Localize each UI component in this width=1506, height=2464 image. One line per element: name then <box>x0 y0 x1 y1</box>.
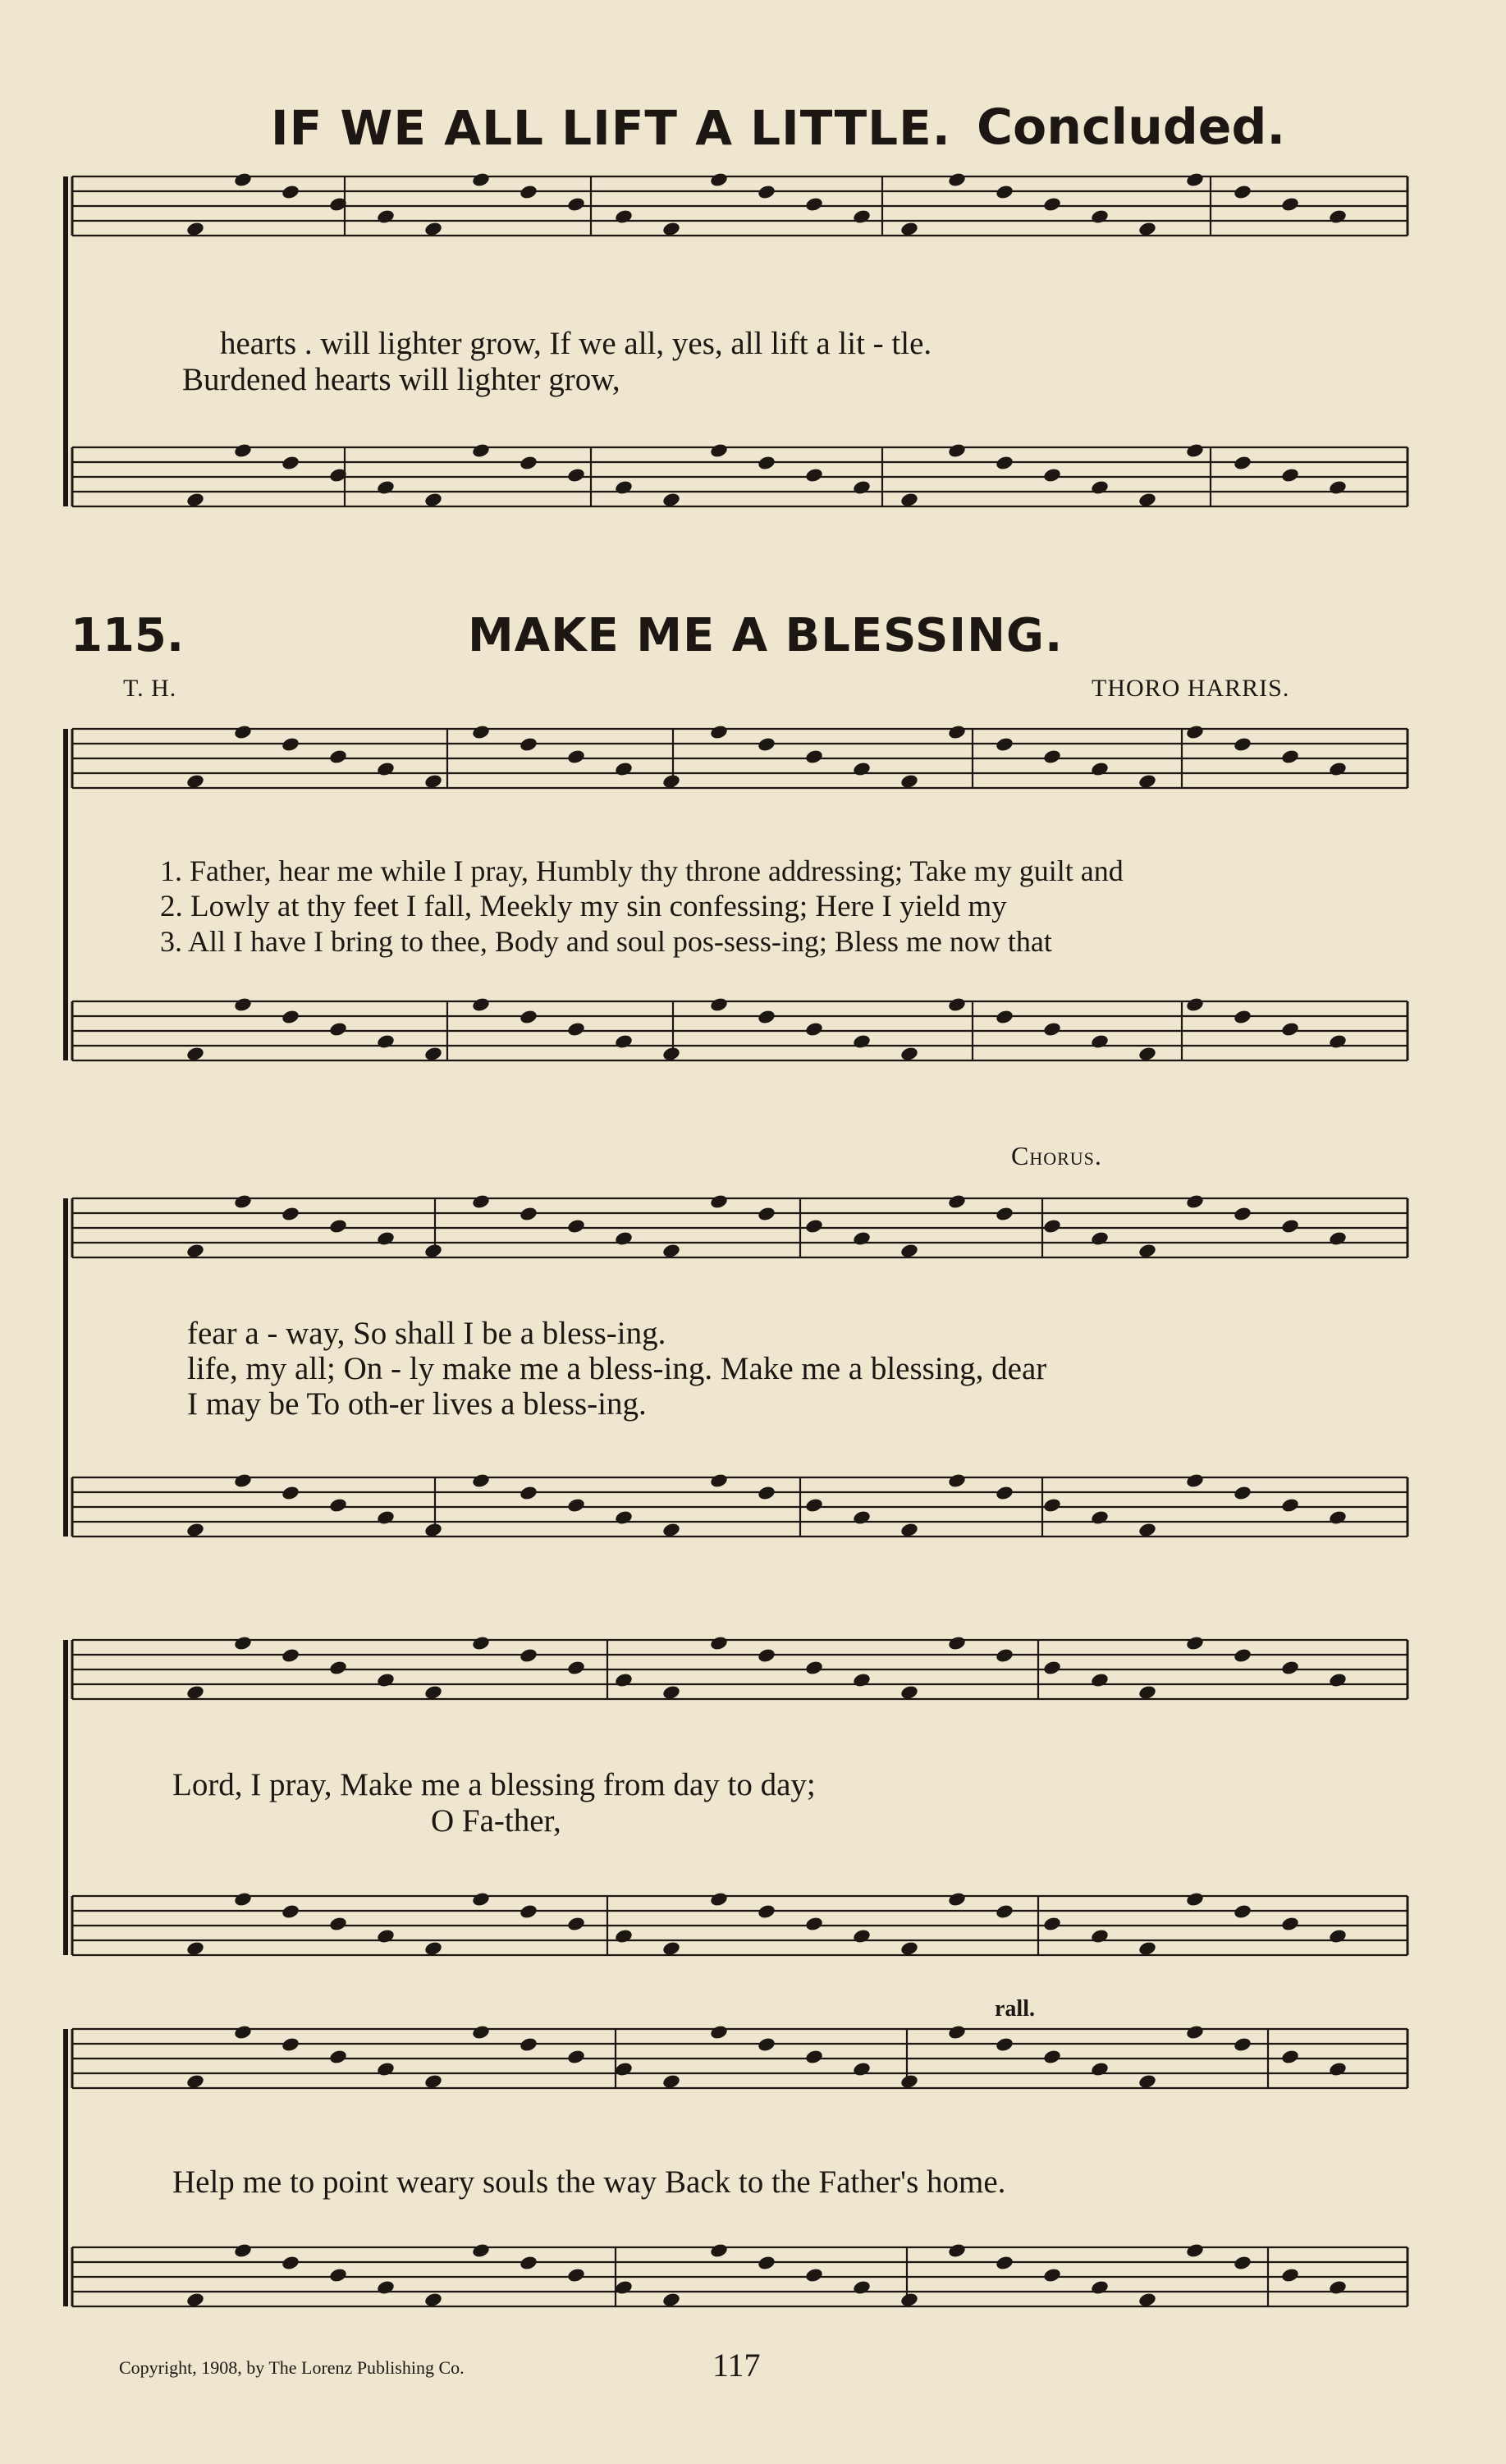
notehead <box>757 1485 776 1501</box>
notehead <box>947 172 967 188</box>
notehead <box>566 196 586 213</box>
system4-line1: Help me to point weary souls the way Back to the Father's home. <box>172 2164 1006 2200</box>
notehead <box>614 2061 634 2077</box>
notehead <box>947 1891 967 1908</box>
notehead <box>1185 2242 1205 2259</box>
notehead <box>328 1497 348 1514</box>
notehead <box>1090 1928 1110 1944</box>
notehead <box>614 2279 634 2296</box>
system2-verse3: I may be To oth-er lives a bless-ing. <box>187 1386 647 1422</box>
notehead <box>1328 2061 1348 2077</box>
notehead <box>757 184 776 200</box>
notehead <box>471 1472 491 1489</box>
notehead <box>804 2267 824 2283</box>
notehead <box>852 761 872 777</box>
notehead <box>1090 1230 1110 1247</box>
notehead <box>757 1903 776 1920</box>
notehead <box>281 1485 300 1501</box>
notehead <box>1090 2279 1110 2296</box>
hymn-number: 115. <box>71 609 185 662</box>
continued-lyric-line-1: hearts . will lighter grow, If we all, yes, all lift a lit - tle. <box>220 326 932 361</box>
notehead <box>1185 996 1205 1013</box>
notehead <box>376 1033 396 1050</box>
notehead <box>1328 1672 1348 1688</box>
notehead <box>1042 1021 1062 1037</box>
notehead <box>709 172 729 188</box>
notehead <box>233 2242 253 2259</box>
notehead <box>852 1230 872 1247</box>
notehead <box>376 1672 396 1688</box>
notehead <box>281 2255 300 2271</box>
notehead <box>1233 2036 1252 2053</box>
notehead <box>804 2049 824 2065</box>
notehead <box>281 455 300 471</box>
notehead <box>328 1218 348 1234</box>
notehead <box>709 1635 729 1651</box>
notehead <box>1185 1193 1205 1210</box>
notehead <box>1042 749 1062 765</box>
notehead <box>995 184 1014 200</box>
notehead <box>757 455 776 471</box>
notehead <box>566 2267 586 2283</box>
notehead <box>1280 1497 1300 1514</box>
notehead <box>709 442 729 459</box>
notehead <box>233 172 253 188</box>
notehead <box>281 1647 300 1664</box>
notehead <box>281 1009 300 1025</box>
notehead <box>1042 1497 1062 1514</box>
notehead <box>471 172 491 188</box>
notehead <box>852 2279 872 2296</box>
notehead <box>995 1009 1014 1025</box>
notehead <box>1328 1928 1348 1944</box>
notehead <box>614 761 634 777</box>
notehead <box>995 455 1014 471</box>
notehead <box>1328 2279 1348 2296</box>
notehead <box>614 1928 634 1944</box>
notehead <box>1328 1509 1348 1526</box>
notehead <box>852 208 872 225</box>
notehead <box>852 479 872 496</box>
notehead <box>995 1485 1014 1501</box>
notehead <box>1042 196 1062 213</box>
notehead <box>1280 196 1300 213</box>
notehead <box>1328 479 1348 496</box>
notehead <box>804 1497 824 1514</box>
notehead <box>1233 736 1252 753</box>
notehead <box>804 1660 824 1676</box>
notehead <box>233 724 253 740</box>
notehead <box>1233 184 1252 200</box>
notehead <box>614 1509 634 1526</box>
notehead <box>709 2242 729 2259</box>
notehead <box>1042 1218 1062 1234</box>
notehead <box>471 1635 491 1651</box>
notehead <box>804 1916 824 1932</box>
notehead <box>281 184 300 200</box>
notehead <box>947 1472 967 1489</box>
notehead <box>328 1660 348 1676</box>
notehead <box>471 1193 491 1210</box>
notehead <box>566 1916 586 1932</box>
notehead <box>519 1647 538 1664</box>
notehead <box>947 724 967 740</box>
notehead <box>281 1206 300 1222</box>
notehead <box>947 2024 967 2040</box>
continued-hymn-title: IF WE ALL LIFT A LITTLE. <box>271 100 951 156</box>
notehead <box>233 2024 253 2040</box>
notehead <box>757 1206 776 1222</box>
notehead <box>995 1206 1014 1222</box>
notehead <box>995 2255 1014 2271</box>
notehead <box>1090 1509 1110 1526</box>
notehead <box>947 442 967 459</box>
notehead <box>1233 455 1252 471</box>
notehead <box>281 736 300 753</box>
notehead <box>519 455 538 471</box>
notehead <box>1280 1916 1300 1932</box>
notehead <box>1090 479 1110 496</box>
notehead <box>1280 1021 1300 1037</box>
notehead <box>1280 1660 1300 1676</box>
notehead <box>471 996 491 1013</box>
notehead <box>376 2061 396 2077</box>
notehead <box>1185 172 1205 188</box>
notehead <box>804 749 824 765</box>
notehead <box>519 1206 538 1222</box>
notehead <box>995 1903 1014 1920</box>
notehead <box>328 1021 348 1037</box>
continued-lyric-line-2: Burdened hearts will lighter grow, <box>182 362 620 397</box>
notehead <box>1185 2024 1205 2040</box>
notehead <box>1042 2049 1062 2065</box>
notehead <box>1185 1891 1205 1908</box>
notehead <box>1280 467 1300 483</box>
system1-verse2: 2. Lowly at thy feet I fall, Meekly my sin confessing; Here I yield my <box>160 890 1007 923</box>
notehead <box>1328 761 1348 777</box>
notehead <box>1280 1218 1300 1234</box>
notehead <box>566 2049 586 2065</box>
notehead <box>947 1635 967 1651</box>
notehead <box>566 1497 586 1514</box>
notehead <box>566 1021 586 1037</box>
notehead <box>281 1903 300 1920</box>
notehead <box>1185 724 1205 740</box>
notehead <box>757 2255 776 2271</box>
notehead <box>376 208 396 225</box>
notehead <box>804 196 824 213</box>
notehead <box>852 1509 872 1526</box>
notehead <box>757 2036 776 2053</box>
notehead <box>1042 1916 1062 1932</box>
notehead <box>852 1928 872 1944</box>
notehead <box>709 724 729 740</box>
system2-verse1: fear a - way, So shall I be a bless-ing. <box>187 1316 666 1351</box>
notehead <box>519 184 538 200</box>
notehead <box>233 1891 253 1908</box>
notehead <box>614 1230 634 1247</box>
notehead <box>995 1647 1014 1664</box>
notehead <box>1280 2049 1300 2065</box>
notehead <box>566 1660 586 1676</box>
notehead <box>328 749 348 765</box>
notehead <box>233 1193 253 1210</box>
system3-line2: O Fa-ther, <box>431 1803 561 1839</box>
notehead <box>566 749 586 765</box>
notehead <box>1233 1485 1252 1501</box>
notehead <box>1042 2267 1062 2283</box>
notehead <box>519 1903 538 1920</box>
notehead <box>233 1635 253 1651</box>
continued-hymn-suffix: Concluded. <box>977 98 1286 156</box>
notehead <box>757 1009 776 1025</box>
notehead <box>328 1916 348 1932</box>
page-number: 117 <box>712 2347 761 2384</box>
notehead <box>281 2036 300 2053</box>
notehead <box>471 442 491 459</box>
notehead <box>995 2036 1014 2053</box>
notehead <box>709 1193 729 1210</box>
notehead <box>1233 1647 1252 1664</box>
notehead <box>376 1928 396 1944</box>
notehead <box>376 1509 396 1526</box>
notehead <box>947 2242 967 2259</box>
notehead <box>709 996 729 1013</box>
notehead <box>1090 1033 1110 1050</box>
notehead <box>1090 208 1110 225</box>
notehead <box>614 479 634 496</box>
notehead <box>852 2061 872 2077</box>
notehead <box>757 1647 776 1664</box>
notehead <box>995 736 1014 753</box>
notehead <box>1185 1635 1205 1651</box>
notehead <box>233 996 253 1013</box>
notehead <box>757 736 776 753</box>
notehead <box>376 761 396 777</box>
system1-verse3: 3. All I have I bring to thee, Body and soul pos-sess-ing; Bless me now that <box>160 925 1052 958</box>
hymn-title: MAKE ME A BLESSING. <box>468 609 1064 662</box>
notehead <box>614 208 634 225</box>
notehead <box>709 1891 729 1908</box>
notehead <box>947 996 967 1013</box>
notehead <box>1280 2267 1300 2283</box>
notehead <box>519 1009 538 1025</box>
notehead <box>1233 1009 1252 1025</box>
notehead <box>471 724 491 740</box>
notehead <box>1042 467 1062 483</box>
notehead <box>1233 1903 1252 1920</box>
notehead <box>1280 749 1300 765</box>
system1-verse1: 1. Father, hear me while I pray, Humbly thy throne addressing; Take my guilt and <box>160 854 1124 887</box>
notehead <box>566 467 586 483</box>
notehead <box>709 2024 729 2040</box>
notehead <box>1090 2061 1110 2077</box>
notehead <box>1090 1672 1110 1688</box>
notehead <box>1185 1472 1205 1489</box>
notehead <box>376 2279 396 2296</box>
notehead <box>233 442 253 459</box>
notehead <box>614 1672 634 1688</box>
notehead <box>471 2024 491 2040</box>
system3-line1: Lord, I pray, Make me a blessing from day to day; <box>172 1767 816 1802</box>
notehead <box>1328 1230 1348 1247</box>
notehead <box>709 1472 729 1489</box>
notehead <box>519 736 538 753</box>
notehead <box>614 1033 634 1050</box>
notehead <box>471 1891 491 1908</box>
notehead <box>1090 761 1110 777</box>
notehead <box>519 2036 538 2053</box>
notehead <box>852 1033 872 1050</box>
notehead <box>471 2242 491 2259</box>
notehead <box>804 1218 824 1234</box>
notehead <box>852 1672 872 1688</box>
notehead <box>1233 2255 1252 2271</box>
notehead <box>1042 1660 1062 1676</box>
chorus-label: Chorus. <box>1011 1141 1102 1170</box>
notehead <box>328 2049 348 2065</box>
notehead <box>376 1230 396 1247</box>
notehead <box>804 1021 824 1037</box>
music-credit: THORO HARRIS. <box>1092 675 1290 702</box>
notehead <box>233 1472 253 1489</box>
notehead <box>519 1485 538 1501</box>
notehead <box>1328 208 1348 225</box>
notehead <box>519 2255 538 2271</box>
notehead <box>566 1218 586 1234</box>
system2-verse2: life, my all; On - ly make me a bless-ing. Make me a blessing, dear <box>187 1351 1047 1386</box>
notehead <box>1233 1206 1252 1222</box>
words-credit: T. H. <box>123 675 177 702</box>
copyright-notice: Copyright, 1908, by The Lorenz Publishing Co. <box>119 2357 465 2378</box>
notehead <box>1185 442 1205 459</box>
notehead <box>328 2267 348 2283</box>
notehead <box>804 467 824 483</box>
notehead <box>947 1193 967 1210</box>
notehead <box>376 479 396 496</box>
rall-marking: rall. <box>995 1996 1035 2022</box>
notehead <box>1328 1033 1348 1050</box>
